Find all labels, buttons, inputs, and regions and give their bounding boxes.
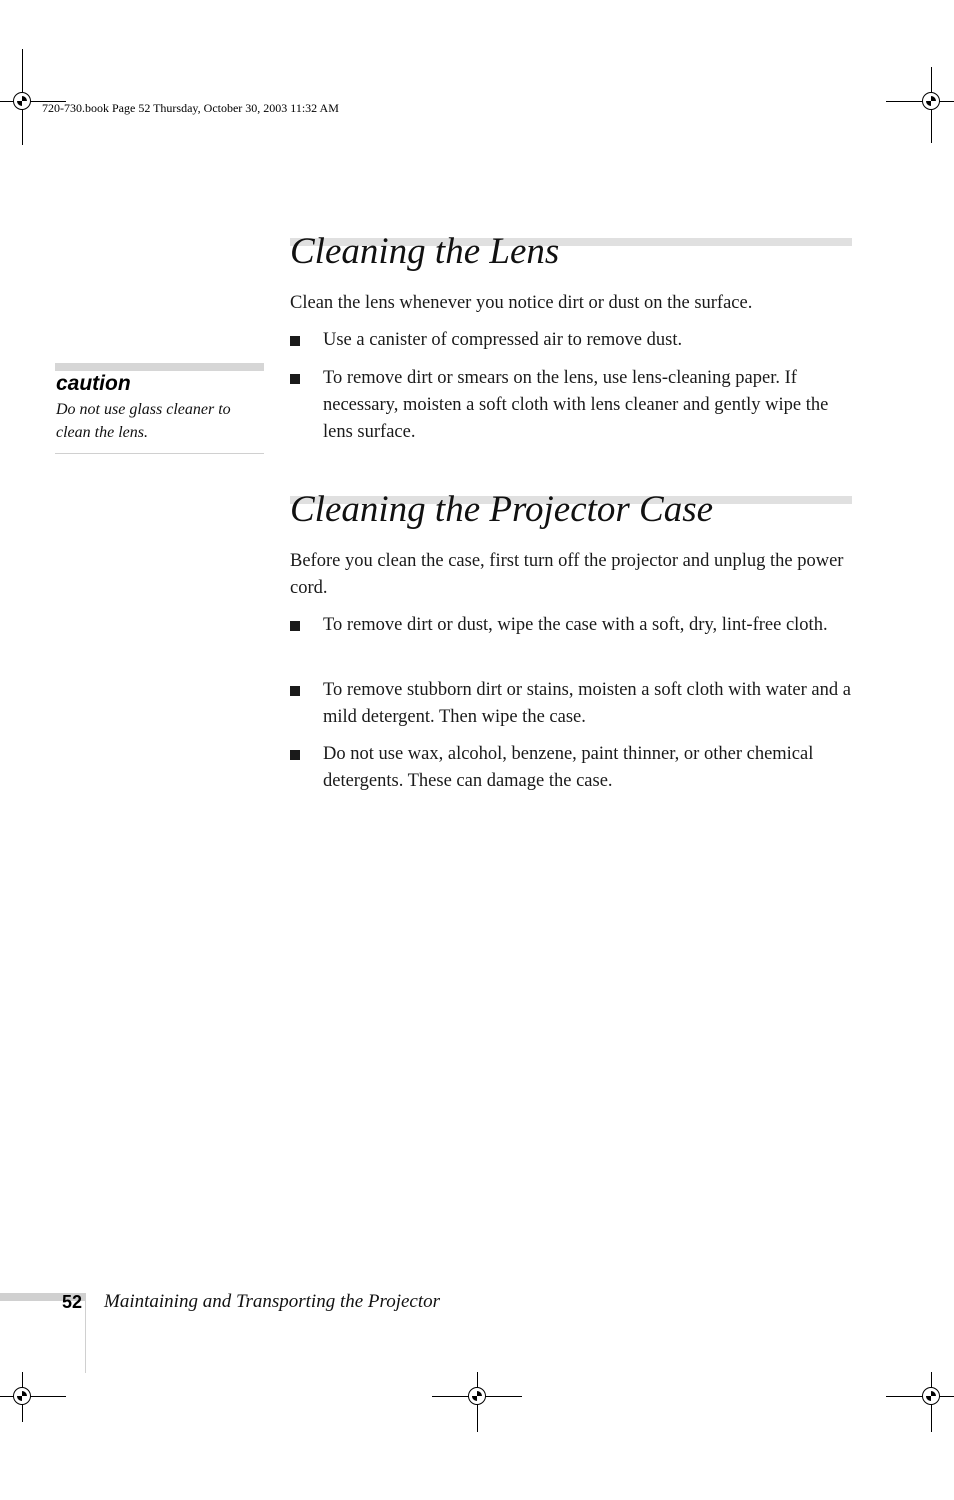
caution-text: Do not use glass cleaner to clean the lens.: [56, 401, 231, 441]
bullet-square-icon: [290, 750, 300, 760]
section-heading-case: Cleaning the Projector Case: [290, 489, 714, 530]
paragraph-lens-intro: Clean the lens whenever you notice dirt or dust on the surface.: [290, 293, 753, 313]
bullet-square-icon: [290, 336, 300, 346]
bullet-square-icon: [290, 621, 300, 631]
caution-bar: [55, 363, 264, 371]
slug-line: 720-730.book Page 52 Thursday, October 30, 2003 11:32 AM: [42, 101, 339, 115]
list-item: To remove dirt or dust, wipe the case with a soft, dry, lint-free cloth.: [290, 612, 855, 639]
caution-title: caution: [56, 372, 131, 395]
list-item: Use a canister of compressed air to remove dust.: [290, 327, 855, 354]
list-item: Do not use wax, alcohol, benzene, paint thinner, or other chemical detergents. These can damage the case.: [290, 741, 855, 795]
page-number: 52: [62, 1292, 83, 1312]
list-item: To remove stubborn dirt or stains, moisten a soft cloth with water and a mild detergent. Then wipe the case.: [290, 677, 855, 731]
caution-divider: [55, 453, 264, 454]
paragraph-case-intro: Before you clean the case, first turn off the projector and unplug the power cord.: [290, 551, 844, 598]
bullet-square-icon: [290, 686, 300, 696]
section-heading-lens: Cleaning the Lens: [290, 231, 560, 272]
list-item: To remove dirt or smears on the lens, use lens-cleaning paper. If necessary, moisten a soft cloth with lens cleaner and gently wipe the lens surface.: [290, 365, 855, 446]
footer-divider: [85, 1295, 86, 1373]
bullet-square-icon: [290, 374, 300, 384]
footer-title: Maintaining and Transporting the Projector: [104, 1291, 441, 1312]
